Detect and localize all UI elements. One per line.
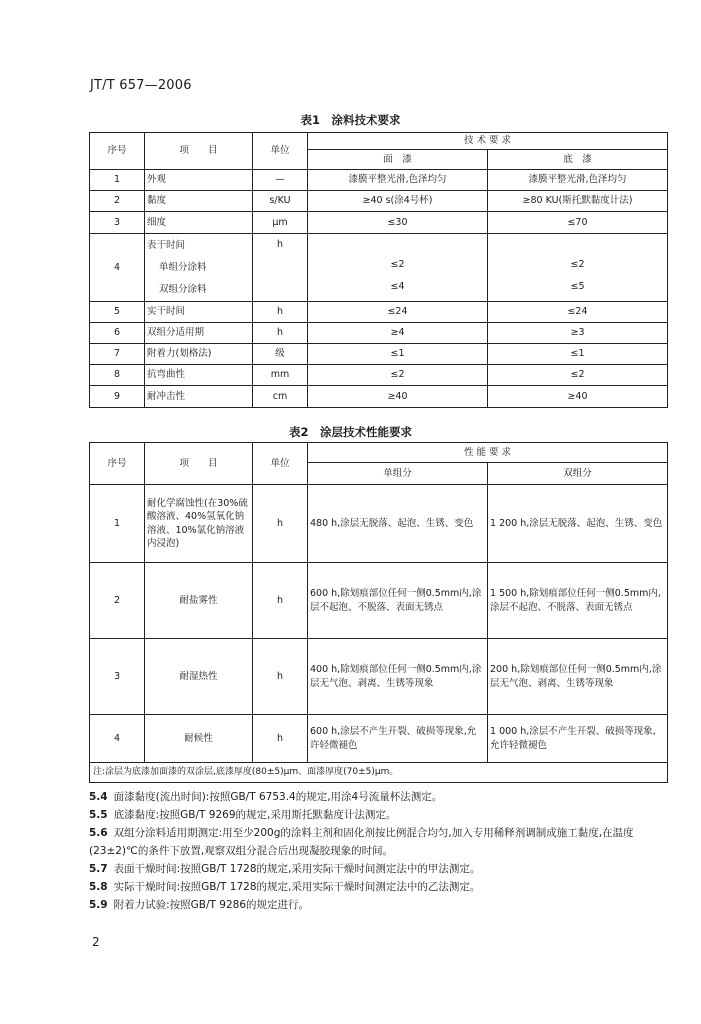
cell-unit: 级 (253, 344, 308, 365)
cell-item: 耐候性 (145, 715, 253, 763)
coating-technical-requirements-table (89, 132, 668, 408)
cell-primer: ≤2 (308, 365, 488, 386)
cell-no: 2 (90, 191, 145, 212)
cell-no: 8 (90, 365, 145, 386)
cell-primer (308, 234, 488, 302)
header-double: 双组分 (488, 463, 668, 485)
header-no: 序号 (90, 133, 145, 170)
cell-item: 附着力(划格法) (145, 344, 253, 365)
drying-label: 表干时间 (147, 239, 186, 251)
header-item: 项 目 (145, 443, 253, 485)
cell-unit: h (253, 639, 308, 715)
clause-number: 5.5 (89, 809, 108, 821)
cell-double: 200 h,除划痕部位任何一侧0.5mm内,涂层无气泡、剥离、生锈等现象 (488, 639, 668, 715)
cell-no: 7 (90, 344, 145, 365)
table-row (90, 485, 668, 563)
cell-item: 外观 (145, 170, 253, 191)
clause-5-8 (89, 878, 679, 896)
table-row (90, 191, 668, 212)
cell-primer: ≥40 (308, 386, 488, 408)
clause-text: 表面干燥时间:按照GB/T 1728的规定,采用实际干燥时间测定法中的甲法测定。 (113, 863, 481, 875)
topcoat-single-value: ≤2 (570, 258, 585, 270)
cell-unit: μm (253, 212, 308, 234)
cell-topcoat: ≤24 (488, 302, 668, 323)
table-row (90, 212, 668, 234)
table-row (90, 715, 668, 763)
cell-item: 细度 (145, 212, 253, 234)
cell-single: 600 h,除划痕部位任何一侧0.5mm内,涂层不起泡、不脱落、表面无锈点 (308, 563, 488, 639)
cell-topcoat: ≥40 (488, 386, 668, 408)
table1-caption: 表1 涂料技术要求 (300, 113, 401, 127)
cell-topcoat (488, 234, 668, 302)
clause-5-4 (89, 788, 679, 806)
cell-topcoat: 漆膜平整光滑,色泽均匀 (488, 170, 668, 191)
header-primer: 面 漆 (308, 150, 488, 170)
table2-caption: 表2 涂层技术性能要求 (288, 425, 412, 439)
cell-no: 2 (90, 563, 145, 639)
cell-primer: ≥4 (308, 323, 488, 344)
primer-single-value: ≤2 (390, 258, 405, 270)
drying-sub-double: 双组分涂料 (159, 283, 207, 295)
cell-item: 耐湿热性 (145, 639, 253, 715)
cell-unit: h (253, 563, 308, 639)
cell-no: 4 (90, 234, 145, 302)
page-number: 2 (92, 935, 100, 949)
cell-item: 耐冲击性 (145, 386, 253, 408)
table-header-row (90, 443, 668, 463)
header-requirement: 性 能 要 求 (308, 443, 668, 463)
table-row (90, 170, 668, 191)
cell-topcoat: ≥3 (488, 323, 668, 344)
cell-primer: ≥40 s(涂4号杯) (308, 191, 488, 212)
cell-no: 1 (90, 170, 145, 191)
table-note: 注:涂层为底漆加面漆的双涂层,底漆厚度(80±5)μm、面漆厚度(70±5)μm。 (90, 763, 668, 783)
cell-unit: mm (253, 365, 308, 386)
cell-topcoat: ≥80 KU(斯托默黏度计法) (488, 191, 668, 212)
standard-code: JT/T 657—2006 (90, 78, 192, 93)
cell-double: 1 200 h,涂层无脱落、起泡、生锈、变色 (488, 485, 668, 563)
table-row (90, 234, 668, 302)
clause-text: 附着力试验:按照GB/T 9286的规定进行。 (113, 899, 309, 911)
cell-unit: — (253, 170, 308, 191)
table-note-row (90, 763, 668, 783)
cell-item: 实干时间 (145, 302, 253, 323)
clause-number: 5.6 (89, 827, 108, 839)
table-row (90, 365, 668, 386)
table-header-row (90, 133, 668, 150)
table-row (90, 386, 668, 408)
table-row (90, 563, 668, 639)
drying-sub-single: 单组分涂料 (159, 261, 207, 273)
table-row (90, 344, 668, 365)
cell-item: 黏度 (145, 191, 253, 212)
cell-no: 3 (90, 212, 145, 234)
cell-topcoat: ≤1 (488, 344, 668, 365)
cell-single: 600 h,涂层不产生开裂、破损等现象,允许轻微褪色 (308, 715, 488, 763)
cell-no: 5 (90, 302, 145, 323)
header-unit: 单位 (253, 133, 308, 170)
clause-text: 面漆黏度(流出时间):按照GB/T 6753.4的规定,用涂4号流量杯法测定。 (113, 791, 443, 803)
cell-no: 6 (90, 323, 145, 344)
cell-primer: ≤24 (308, 302, 488, 323)
header-no: 序号 (90, 443, 145, 485)
header-unit: 单位 (253, 443, 308, 485)
table-row (90, 302, 668, 323)
table-row (90, 323, 668, 344)
cell-topcoat: ≤2 (488, 365, 668, 386)
cell-unit: h (253, 323, 308, 344)
clause-5-5 (89, 806, 679, 824)
cell-unit: cm (253, 386, 308, 408)
cell-item: 耐化学腐蚀性(在30%硫酸溶液、40%氢氧化钠溶液、10%氯化钠溶液内浸泡) (145, 485, 253, 563)
clause-5-6 (89, 824, 679, 860)
topcoat-double-value: ≤5 (570, 280, 585, 292)
cell-primer: 漆膜平整光滑,色泽均匀 (308, 170, 488, 191)
cell-item: 抗弯曲性 (145, 365, 253, 386)
cell-unit: h (253, 234, 308, 302)
clause-number: 5.7 (89, 863, 108, 875)
header-requirement: 技 术 要 求 (308, 133, 668, 150)
cell-item (145, 234, 253, 302)
cell-double: 1 500 h,除划痕部位任何一侧0.5mm内,涂层不起泡、不脱落、表面无锈点 (488, 563, 668, 639)
clause-text: 实际干燥时间:按照GB/T 1728的规定,采用实际干燥时间测定法中的乙法测定。 (113, 881, 481, 893)
cell-unit: h (253, 715, 308, 763)
clause-5-9 (89, 896, 679, 914)
cell-unit: s/KU (253, 191, 308, 212)
cell-primer: ≤30 (308, 212, 488, 234)
clause-number: 5.9 (89, 899, 108, 911)
cell-double: 1 000 h,涂层不产生开裂、破损等现象,允许轻微褪色 (488, 715, 668, 763)
primer-double-value: ≤4 (390, 280, 405, 292)
header-single: 单组分 (308, 463, 488, 485)
cell-item: 双组分适用期 (145, 323, 253, 344)
cell-primer: ≤1 (308, 344, 488, 365)
clause-number: 5.4 (89, 791, 108, 803)
cell-item: 耐盐雾性 (145, 563, 253, 639)
cell-no: 4 (90, 715, 145, 763)
clause-number: 5.8 (89, 881, 108, 893)
cell-no: 3 (90, 639, 145, 715)
cell-single: 400 h,除划痕部位任何一侧0.5mm内,涂层无气泡、剥离、生锈等现象 (308, 639, 488, 715)
cell-unit: h (253, 485, 308, 563)
cell-no: 9 (90, 386, 145, 408)
coating-performance-requirements-table (89, 442, 668, 783)
cell-no: 1 (90, 485, 145, 563)
clause-text: 底漆黏度:按照GB/T 9269的规定,采用斯托默黏度计法测定。 (113, 809, 397, 821)
cell-single: 480 h,涂层无脱落、起泡、生锈、变色 (308, 485, 488, 563)
cell-topcoat: ≤70 (488, 212, 668, 234)
header-topcoat: 底 漆 (488, 150, 668, 170)
cell-unit: h (253, 302, 308, 323)
clause-text: 双组分涂料适用期测定:用至少200g的涂料主剂和固化剂按比例混合均匀,加入专用稀释剂调制成施工黏度,在温度(23±2)℃的条件下放置,观察双组分混合后出现凝胶现象的时间。 (89, 827, 634, 857)
header-item: 项 目 (145, 133, 253, 170)
table-row (90, 639, 668, 715)
clause-5-7 (89, 860, 679, 878)
